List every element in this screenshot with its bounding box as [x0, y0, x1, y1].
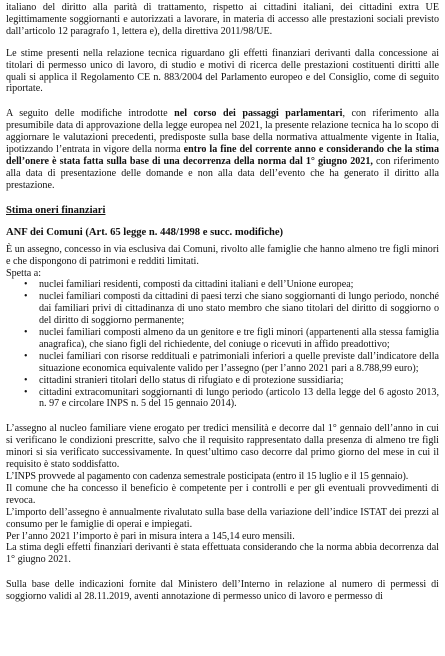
- paragraph-anf-description: È un assegno, concesso in via esclusiva dai Comuni, rivolto alle famiglie che hanno almeno tre figli minori e che dispongono di patrimoni e redditi limitati.: [6, 243, 439, 267]
- paragraph-estimates: Le stime presenti nella relazione tecnica riguardano gli effetti finanziari derivanti dalla concessione ai titolari di permesso unico di lavoro, di studio e motivi di ricerca delle prestazioni costituenti diritti alle quali si applica il Regolamento CE n. 883/2004 del Parlamento europeo e del Consiglio, come di seguito riportate.: [6, 47, 439, 95]
- subsection-title: ANF dei Comuni (Art. 65 legge n. 448/1998 e succ. modifiche): [6, 226, 284, 238]
- paragraph-modifications: [6, 108, 439, 191]
- paragraph-importo-2021: Per l’anno 2021 l’importo è pari in misura intera a 145,14 euro mensili.: [6, 530, 295, 542]
- text-run: con riferimento alla data di presentazione delle domande e non alla data dell’evento che ha generato il diritto alla prestazione.: [6, 155, 439, 191]
- text-run: A seguito delle modifiche introdotte: [6, 108, 175, 120]
- paragraph-ministero: Sulla base delle indicazioni fornite dal Ministero dell’Interno in relazione al numero di permessi di soggiorno validi al 28.11.2019, aventi annotazione di permesso unico di lavoro e permesso di: [6, 579, 439, 603]
- paragraph-assegno: L’assegno al nucleo familiare viene erogato per tredici mensilità e decorre dal 1° gennaio dell’anno in cui si verificano le condizioni prescritte, salvo che il requisito rappresentato dalla presenza di almeno tre figli minori si sia verificato successivamente. In quest’ultimo caso decorre dal primo giorno del mese in cui il requisito è stato soddisfatto.: [6, 423, 439, 471]
- text-run: , con riferimento alla presumibile data di approvazione della legge europea nel 2021, la presente relazione tecnica ha lo scopo di aggiornare le valutazioni precedenti, predisposte sulla base della normativa attualmente vigente in Italia, ipotizzando l’entrata in vigore della norma: [6, 108, 440, 156]
- paragraph-importo: L’importo dell’assegno è annualmente rivalutato sulla base della variazione dell’indice ISTAT dei prezzi al consumo per le famiglie di operai e impiegati.: [6, 506, 439, 530]
- list-item: • nuclei familiari con risorse reddituali e patrimoniali inferiori a quelle previste dall’indicatore della situazione economica equivalente valido per l’assegno (per l’anno 2021 pari a 8.788,99 euro);: [39, 351, 439, 375]
- paragraph-comune: Il comune che ha concesso il beneficio è competente per i controlli e per gli eventuali provvedimenti di revoca.: [6, 482, 439, 506]
- list-item: • nuclei familiari composti da cittadini di paesi terzi che siano soggiornanti di lungo periodo, nonché dai familiari privi di cittadinanza di uno stato membro che siano titolari del diritto di soggiorno o del diritto di soggiorno permanente;: [39, 291, 439, 327]
- section-title: Stima oneri finanziari: [6, 204, 106, 216]
- bold-run: entro la fine del corrente anno e considerando che la stima dell’onere è stata fatta sulla base di una decorrenza della norma dal 1° giugno 2021,: [6, 144, 439, 167]
- paragraph-stima: La stima degli effetti finanziari derivanti è stata effettuata considerando che la norma abbia decorrenza dal 1° giugno 2021.: [6, 542, 439, 566]
- list-item: • cittadini stranieri titolari dello status di rifugiato e di protezione sussidiaria;: [39, 375, 439, 387]
- paragraph-inps: L’INPS provvede al pagamento con cadenza semestrale posticipata (entro il 15 luglio e il 15 gennaio).: [6, 471, 409, 482]
- bold-run: nel corso dei passaggi parlamentari: [174, 108, 343, 120]
- list-item: • nuclei familiari composti almeno da un genitore e tre figli minori (appartenenti alla stessa famiglia anagrafica), che siano figli del richiedente, del coniuge o ricevuti in affido preadottivo;: [39, 327, 439, 351]
- eligibility-list: [6, 279, 439, 410]
- list-item: • cittadini extracomunitari soggiornanti di lungo periodo (articolo 13 della legge del 6 agosto 2013, n. 97 e circolare INPS n. 5 del 15 gennaio 2014).: [39, 387, 439, 411]
- paragraph-spetta: Spetta a:: [6, 267, 42, 279]
- list-item: • nuclei familiari residenti, composti da cittadini italiani e dell’Unione europea;: [39, 279, 439, 291]
- paragraph-intro: italiano del diritto alla parità di trattamento, rispetto ai cittadini italiani, dei cittadini extra UE legittimamente soggiornanti e autorizzati a lavorare, in materia di accesso alle prestazioni sociali previsto dall’articolo 12 paragrafo 1, lettera e), della direttiva 2011/98/UE.: [6, 2, 439, 37]
